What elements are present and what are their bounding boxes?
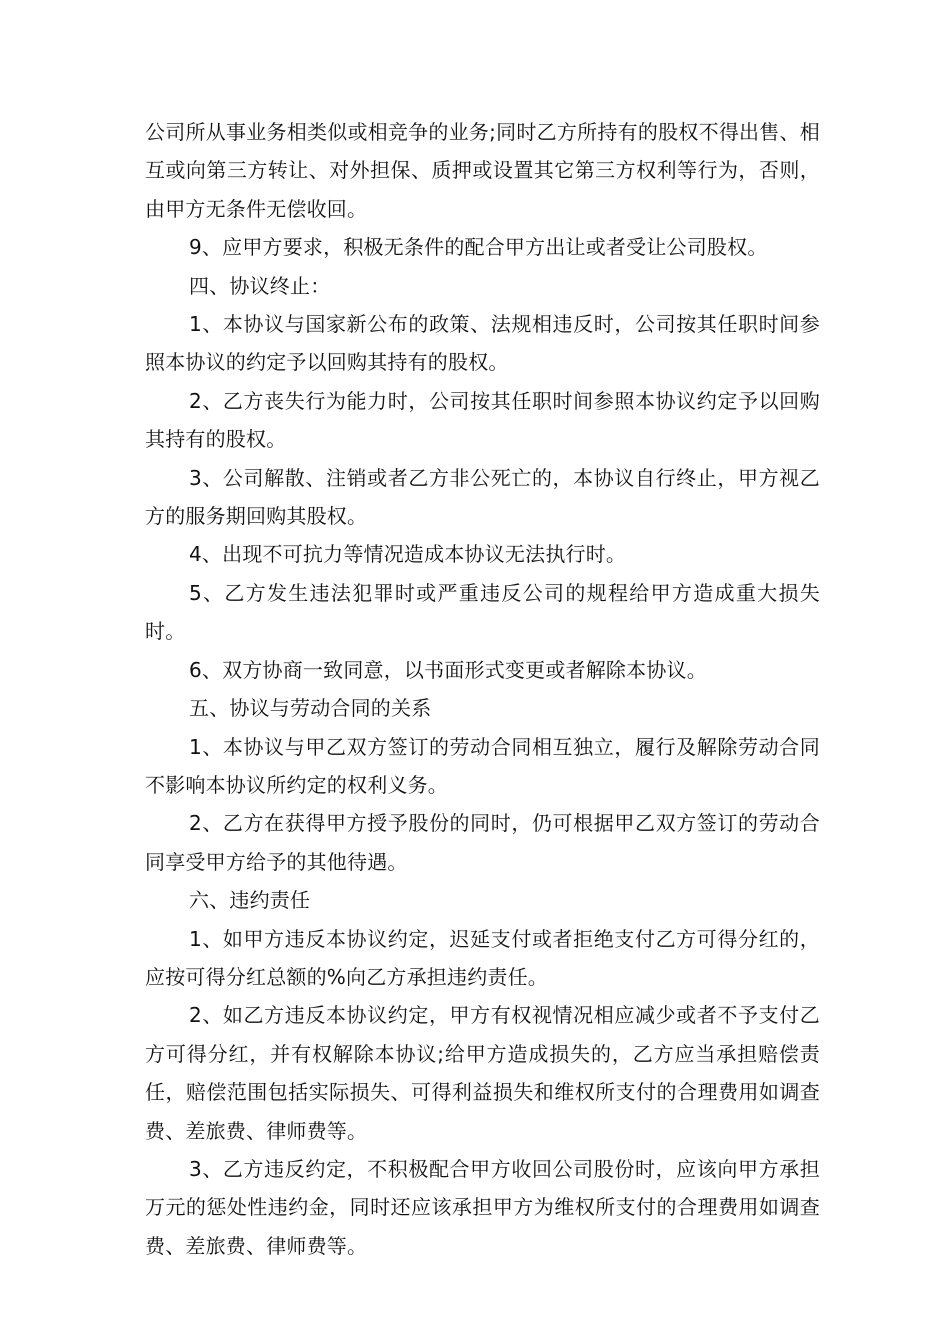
clause-4-3: 3、公司解散、注销或者乙方非公死亡的，本协议自行终止，甲方视乙方的服务期回购其股权。 (145, 465, 820, 529)
clause-5-1: 1、本协议与甲乙双方签订的劳动合同相互独立，履行及解除劳动合同不影响本协议所约定的权利义务。 (145, 734, 820, 797)
clause-3-9: 9、应甲方要求，积极无条件的配合甲方出让或者受让公司股权。 (189, 235, 768, 260)
document-body (145, 113, 820, 1265)
clause-5-2: 2、乙方在获得甲方授予股份的同时，仍可根据甲乙双方签订的劳动合同享受甲方给予的其他待遇。 (145, 811, 820, 874)
clause-6-3: 3、乙方违反约定，不积极配合甲方收回公司股份时，应该向甲方承担万元的惩处性违约金，同时还应该承担甲方为维权所支付的合理费用如调查费、差旅费、律师费等。 (145, 1156, 820, 1258)
clause-4-4: 4、出现不可抗力等情况造成本协议无法执行时。 (189, 542, 627, 567)
clause-6-1: 1、如甲方违反本协议约定，迟延支付或者拒绝支付乙方可得分红的，应按可得分红总额的%向乙方承担违约责任。 (145, 926, 820, 989)
section-heading-labor-contract: 五、协议与劳动合同的关系 (189, 696, 432, 721)
clause-4-5: 5、乙方发生违法犯罪时或严重违反公司的规程给甲方造成重大损失时。 (145, 580, 820, 644)
section-heading-termination: 四、协议终止： (189, 273, 331, 298)
clause-6-2: 2、如乙方违反本协议约定，甲方有权视情况相应减少或者不予支付乙方可得分红，并有权解除本协议;给甲方造成损失的，乙方应当承担赔偿责任，赔偿范围包括实际损失、可得利益损失和维权所支付的合理费用如调查费、差旅费、律师费等。 (145, 1003, 820, 1143)
clause-4-6: 6、双方协商一致同意，以书面形式变更或者解除本协议。 (189, 657, 707, 682)
section-heading-liability: 六、违约责任 (189, 888, 311, 913)
clause-4-2: 2、乙方丧失行为能力时，公司按其任职时间参照本协议约定予以回购其持有的股权。 (145, 388, 820, 452)
clause-4-1: 1、本协议与国家新公布的政策、法规相违反时，公司按其任职时间参照本协议的约定予以回购其持有的股权。 (145, 312, 820, 375)
paragraph-continuation: 公司所从事业务相类似或相竞争的业务;同时乙方所持有的股权不得出售、相互或向第三方转让、对外担保、质押或设置其它第三方权利等行为，否则，由甲方无条件无偿收回。 (145, 120, 820, 221)
